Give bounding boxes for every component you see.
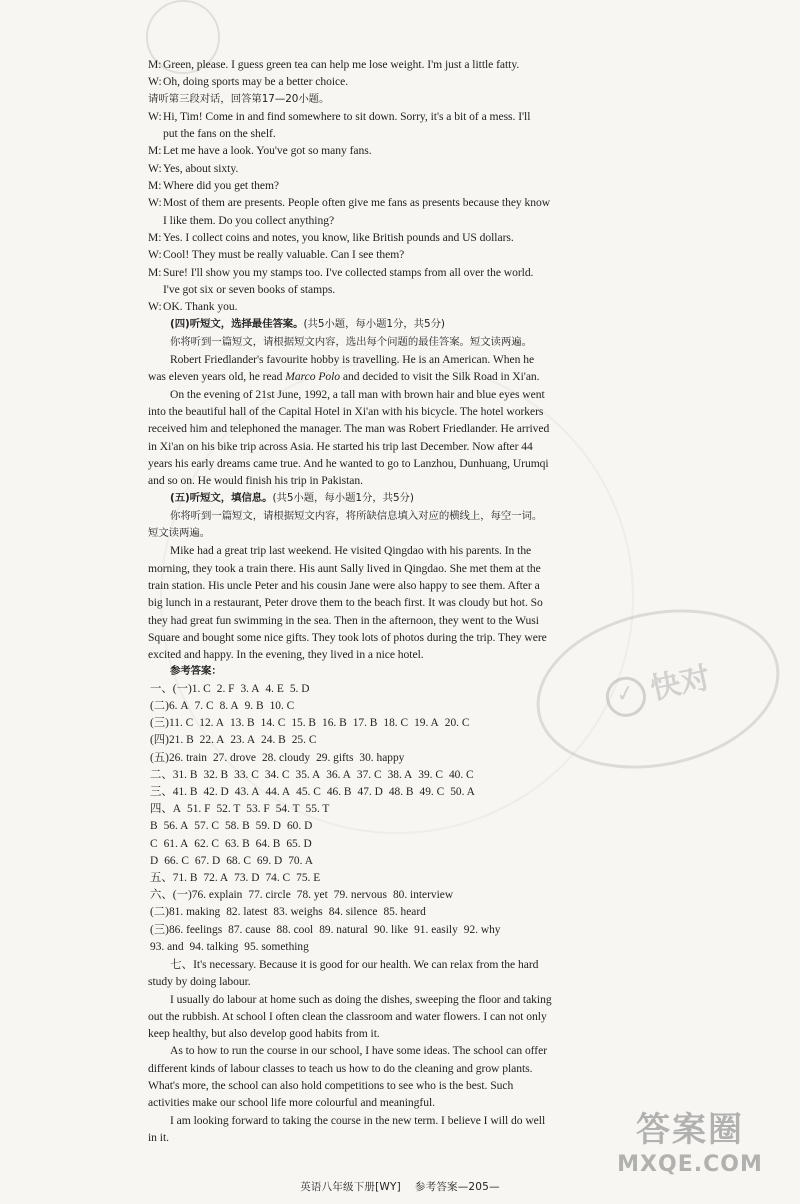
passage-line: big lunch in a restaurant, Peter drove them to the beach first. It was cloudy but hot. So — [148, 596, 543, 610]
watermark-logo: 答案圈 MXQE.COM — [617, 1110, 763, 1177]
answer-item: 22. A — [199, 734, 225, 747]
dialogue-text: Most of them are presents. People often give me fans as presents because they know — [163, 196, 551, 210]
answer-item: 88. cool — [276, 923, 314, 936]
answer-row — [148, 853, 658, 870]
answer-item: (二)6. A — [150, 699, 189, 712]
section-5-instruction: 短文读两遍。 — [148, 527, 211, 540]
answer-item: D — [150, 854, 159, 867]
dialogue-text: Where did you get them? — [163, 179, 280, 193]
dialogue-text: Sure! I'll show you my stamps too. I've collected stamps from all over the world. — [163, 265, 534, 279]
dialogue-section — [148, 56, 658, 315]
answer-item: 90. like — [373, 923, 409, 936]
answer-item: 60. D — [286, 820, 313, 833]
answer-item: 20. C — [444, 717, 470, 730]
dialogue-text: Hi, Tim! Come in and find somewhere to sit down. Sorry, it's a bit of a mess. I'll — [163, 109, 531, 123]
dialogue-text: OK. Thank you. — [163, 300, 238, 314]
answer-item: 92. why — [463, 923, 501, 936]
dialogue-text: Cool! They must be really valuable. Can I see them? — [163, 248, 405, 262]
section-5-heading: (五)听短文，填信息。(共5小题，每小题1分，共5分) — [170, 492, 414, 505]
essay-line: keep healthy, but also develop good habits from it. — [148, 1027, 380, 1041]
answer-item: 56. A — [163, 820, 189, 833]
answer-item: 65. D — [286, 837, 312, 850]
dialogue-text: put the fans on the shelf. — [163, 127, 276, 141]
dialogue-line — [148, 194, 658, 211]
answer-item: 45. C — [296, 785, 321, 798]
dialogue-line — [148, 56, 658, 73]
answer-item: 57. C — [194, 820, 219, 833]
answer-item: 37. C — [356, 768, 382, 781]
answer-item: 49. C — [419, 785, 445, 798]
answer-item: 54. T — [275, 803, 300, 816]
answer-row — [148, 732, 658, 749]
answer-item: 78. yet — [296, 889, 328, 902]
passage-line: train station. His uncle Peter and his cousin Jane were also happy to see them. After a — [148, 578, 540, 592]
answer-item: 58. B — [224, 820, 250, 833]
answer-item: 14. C — [260, 717, 286, 730]
footer-page-number: 参考答案—205— — [414, 1181, 500, 1193]
passage-line: Mike had a great trip last weekend. He visited Qingdao with his parents. In the — [170, 544, 532, 558]
essay-line: 七、It's necessary. Because it is good for our health. We can relax from the hard — [170, 957, 539, 971]
section-5-instruction: 你将听到一篇短文，请根据短文内容，将所缺信息填入对应的横线上，每空一词。 — [170, 509, 543, 522]
answer-key — [148, 663, 658, 956]
dialogue-line — [148, 125, 658, 142]
answer-item: 50. A — [450, 785, 475, 798]
answer-item: 三、41. B — [150, 785, 198, 798]
answer-item: 79. nervous — [333, 889, 387, 902]
answer-item: 3. A — [240, 682, 260, 695]
section-5 — [148, 489, 658, 663]
answer-item: 8. A — [219, 699, 239, 712]
answer-item: 42. D — [203, 785, 229, 798]
answer-item: 47. D — [357, 785, 383, 798]
answer-item: 36. A — [326, 768, 351, 781]
dialogue-line — [148, 142, 658, 159]
answer-row — [148, 922, 658, 939]
answer-item: 5. D — [289, 682, 310, 695]
answer-item: 28. cloudy — [261, 751, 311, 764]
footer-book-title: 英语八年级下册[WY] — [300, 1181, 401, 1193]
answer-item: (三)86. feelings — [150, 923, 223, 936]
answer-item: 29. gifts — [316, 751, 354, 764]
dialogue-text: Yes, about sixty. — [163, 161, 239, 175]
dialogue-text: Yes. I collect coins and notes, you know, like British pounds and US dollars. — [163, 230, 514, 244]
dialogue-line — [148, 212, 658, 229]
dialogue-line — [148, 177, 658, 194]
answer-item: 95. something — [244, 940, 309, 953]
answer-item: 85. heard — [383, 906, 426, 919]
answer-item: 66. C — [164, 854, 189, 867]
answer-item: 9. B — [244, 699, 264, 712]
dialogue-text: 请听第三段对话，回答第17—20小题。 — [148, 92, 330, 105]
answer-item: 53. F — [246, 803, 270, 816]
answer-item: 63. B — [224, 837, 250, 850]
speaker-label: W: — [148, 300, 162, 314]
passage-line: years his early dreams came true. And he wanted to go to Lanzhou, Dunhuang, Urumqi — [148, 456, 549, 470]
answer-item: 32. B — [203, 768, 229, 781]
answer-row — [148, 784, 658, 801]
answer-item: 五、71. B — [150, 871, 198, 884]
dialogue-line — [148, 264, 658, 281]
essay-line: I usually do labour at home such as doing the dishes, sweeping the floor and taking — [170, 992, 552, 1006]
answer-item: 84. silence — [328, 906, 378, 919]
passage-line: was eleven years old, he read Marco Polo and decided to visit the Silk Road in Xi'an. — [148, 370, 540, 384]
answer-item: 59. D — [255, 820, 281, 833]
answer-row — [148, 939, 658, 956]
answer-item: 二、31. B — [150, 768, 198, 781]
answer-item: 61. A — [163, 837, 189, 850]
answer-item: 44. A — [265, 785, 291, 798]
dialogue-line — [148, 298, 658, 315]
answer-row — [148, 887, 658, 904]
essay-line: As to how to run the course in our school, I have some ideas. The school can offer — [170, 1044, 548, 1058]
passage-line: and so on. He would finish his trip in Pakistan. — [148, 474, 363, 488]
answer-item: 16. B — [322, 717, 347, 730]
answer-item: 一、(一)1. C — [150, 682, 211, 695]
answer-item: 43. A — [234, 785, 260, 798]
passage-line: excited and happy. In the evening, they lived in a nice hotel. — [148, 648, 424, 662]
dialogue-text: Let me have a look. You've got so many fans. — [163, 144, 372, 158]
answer-item: 40. C — [448, 768, 474, 781]
essay-line: I am looking forward to taking the course in the new term. I believe I will do well — [170, 1113, 546, 1127]
answer-rows — [148, 681, 658, 956]
speaker-label: W: — [148, 161, 162, 175]
answer-item: 93. and — [150, 940, 184, 953]
answer-item: 19. A — [414, 717, 439, 730]
answer-item: (二)81. making — [150, 906, 221, 919]
answer-item: 38. A — [387, 768, 413, 781]
speaker-label: M: — [148, 265, 162, 279]
answer-item: 15. B — [291, 717, 316, 730]
passage-line: Robert Friedlander's favourite hobby is travelling. He is an American. When he — [170, 353, 535, 367]
answer-item: C — [150, 837, 158, 850]
answer-item: 64. B — [255, 837, 281, 850]
dialogue-line — [148, 281, 658, 298]
answer-item: 73. D — [234, 871, 260, 884]
answer-item: 四、A — [150, 803, 182, 816]
answer-item: B — [150, 820, 158, 833]
answer-item: 12. A — [199, 717, 224, 730]
answer-item: 27. drove — [212, 751, 256, 764]
answer-row — [148, 870, 658, 887]
answer-item: 17. B — [352, 717, 378, 730]
answer-row — [148, 750, 658, 767]
section-4-instruction: 你将听到一篇短文，请根据短文内容，选出每个问题的最佳答案。短文读两遍。 — [170, 335, 532, 348]
answer-key-heading: 参考答案： — [170, 665, 222, 678]
passage-line: in Xi'an on his bike trip across Asia. He started his trip last December. Now after 44 — [148, 439, 533, 453]
answer-item: 68. C — [226, 854, 251, 867]
passage-line: into the beautiful hall of the Capital Hotel in Xi'an with his bicycle. The hotel workers — [148, 404, 544, 418]
instruction-line — [148, 91, 658, 108]
answer-item: 72. A — [203, 871, 229, 884]
essay-line: What's more, the school can also hold competitions to see who is the best. Such — [148, 1079, 514, 1093]
answer-item: 2. F — [216, 682, 235, 695]
answer-row — [148, 801, 658, 818]
answer-item: 80. interview — [392, 889, 454, 902]
answer-item: 46. B — [326, 785, 352, 798]
answer-item: 89. natural — [319, 923, 368, 936]
speaker-label: W: — [148, 196, 162, 210]
answer-row — [148, 767, 658, 784]
dialogue-line — [148, 246, 658, 263]
passage-line: morning, they took a train there. His aunt Sally lived in Qingdao. She met them at the — [148, 561, 541, 575]
answer-item: 94. talking — [189, 940, 239, 953]
answer-item: 24. B — [261, 734, 286, 747]
answer-item: (三)11. C — [150, 717, 194, 730]
section-4 — [148, 315, 658, 489]
answer-item: 69. D — [256, 854, 283, 867]
passage-line: On the evening of 21st June, 1992, a tall man with brown hair and blue eyes went — [170, 387, 545, 401]
answer-item: 77. circle — [248, 889, 291, 902]
speaker-label: W: — [148, 248, 162, 262]
answer-row — [148, 715, 658, 732]
check-icon: ✓ — [602, 673, 649, 720]
answer-item: 70. A — [288, 854, 313, 867]
answer-item: 25. C — [291, 734, 317, 747]
answer-item: 34. C — [264, 768, 290, 781]
answer-item: 10. C — [269, 699, 295, 712]
answer-item: 30. happy — [359, 751, 405, 764]
essay — [148, 956, 658, 1146]
speaker-label: M: — [148, 179, 162, 193]
answer-item: 33. C — [234, 768, 259, 781]
answer-row — [148, 836, 658, 853]
speaker-label: W: — [148, 109, 162, 123]
answer-item: 7. C — [194, 699, 214, 712]
dialogue-line — [148, 108, 658, 125]
essay-line: in it. — [148, 1130, 169, 1144]
answer-item: 18. C — [383, 717, 409, 730]
answer-item: 13. B — [229, 717, 255, 730]
answer-item: 23. A — [230, 734, 256, 747]
answer-item: 91. easily — [414, 923, 458, 936]
answer-item: 4. E — [265, 682, 284, 695]
answer-item: (四)21. B — [150, 734, 194, 747]
dialogue-text: I like them. Do you collect anything? — [163, 213, 335, 227]
passage-line: Square and bought some nice gifts. They took lots of photos during the trip. They were — [148, 630, 547, 644]
speaker-label: M: — [148, 230, 162, 244]
answer-item: 六、(一)76. explain — [150, 889, 243, 902]
dialogue-text: Oh, doing sports may be a better choice. — [163, 75, 349, 89]
passage-line: received him and telephoned the manager. The man was Robert Friedlander. He arrived — [148, 422, 550, 436]
answer-item: 39. C — [418, 768, 443, 781]
speaker-label: M: — [148, 144, 162, 158]
essay-line: activities make our school life more colourful and meaningful. — [148, 1096, 435, 1110]
answer-item: 82. latest — [226, 906, 268, 919]
answer-item: 35. A — [295, 768, 321, 781]
answer-item: 48. B — [388, 785, 414, 798]
answer-item: 52. T — [216, 803, 241, 816]
speaker-label: M: — [148, 58, 162, 71]
dialogue-line — [148, 160, 658, 177]
watermark-stamp: ✓ 快对 — [522, 588, 795, 790]
answer-item: 87. cause — [228, 923, 271, 936]
answer-row — [148, 904, 658, 921]
essay-line: different kinds of labour classes to teach us how to do the cleaning and grow plants. — [148, 1061, 533, 1075]
dialogue-text: Green, please. I guess green tea can help me lose weight. I'm just a little fatty. — [163, 58, 520, 71]
answer-row — [148, 818, 658, 835]
answer-item: (五)26. train — [150, 751, 207, 764]
answer-item: 74. C — [265, 871, 291, 884]
answer-row — [148, 681, 658, 698]
speaker-label: W: — [148, 75, 162, 89]
answer-item: 55. T — [305, 803, 330, 816]
answer-row — [148, 698, 658, 715]
section-4-heading: (四)听短文，选择最佳答案。(共5小题，每小题1分，共5分) — [170, 318, 445, 331]
answer-item: 83. weighs — [273, 906, 323, 919]
essay-line: out the rubbish. At school I often clean the classroom and water flowers. I can not only — [148, 1009, 547, 1023]
dialogue-text: I've got six or seven books of stamps. — [163, 282, 336, 296]
page-content — [148, 56, 658, 1146]
dialogue-line — [148, 229, 658, 246]
passage-line: they had great fun swimming in the sea. Then in the afternoon, they went to the Wusi — [148, 613, 539, 627]
answer-item: 62. C — [194, 837, 219, 850]
answer-item: 75. E — [296, 871, 321, 884]
dialogue-line — [148, 73, 658, 90]
answer-item: 51. F — [187, 803, 211, 816]
essay-line: study by doing labour. — [148, 975, 251, 989]
answer-item: 67. D — [194, 854, 221, 867]
